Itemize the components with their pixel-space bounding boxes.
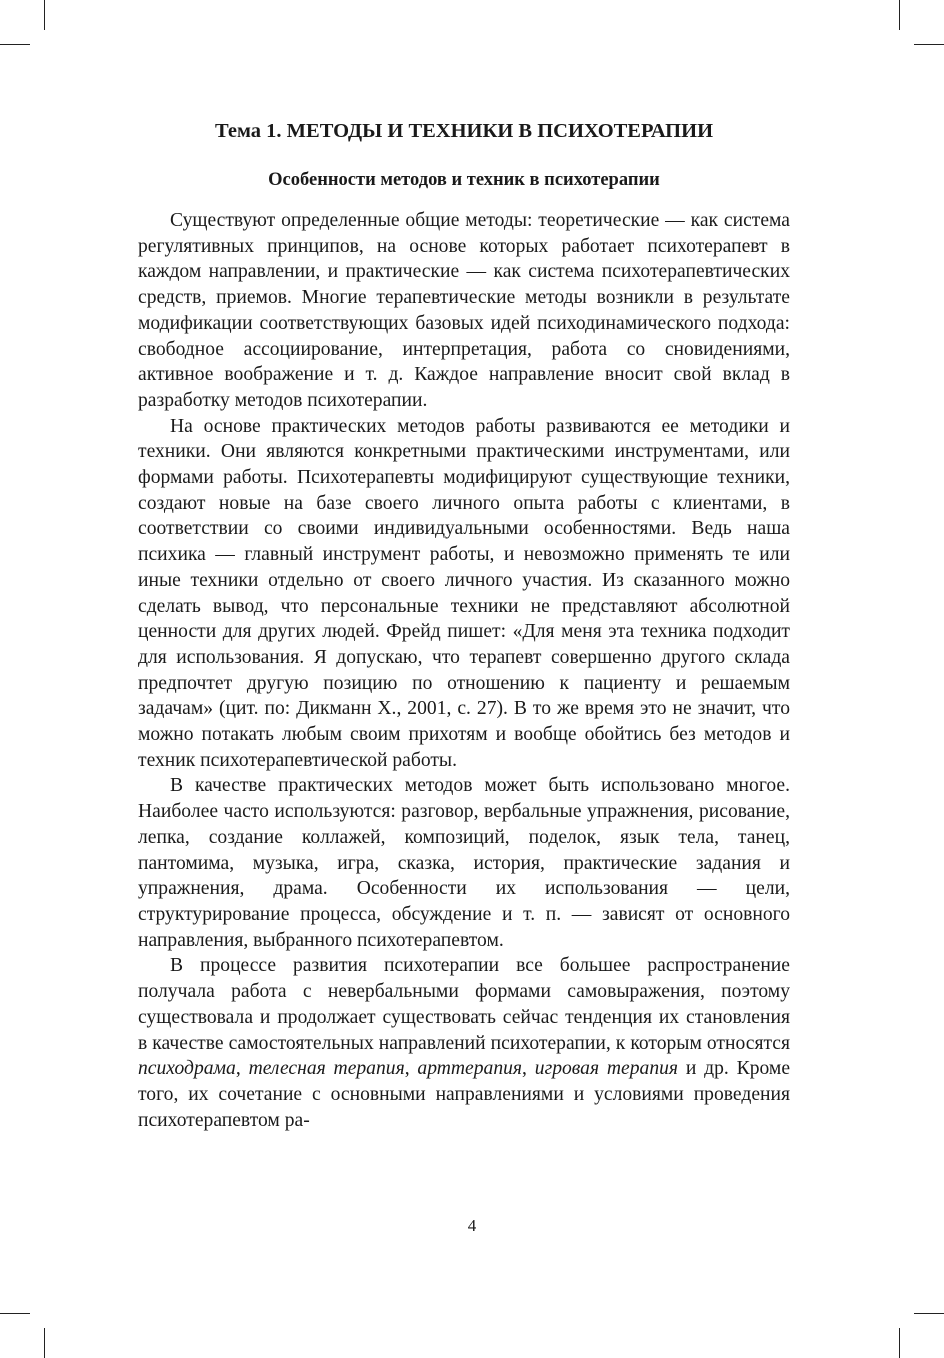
paragraph-4-separator: , <box>235 1058 249 1080</box>
crop-mark-top-left-vertical <box>44 0 45 30</box>
chapter-title: Тема 1. МЕТОДЫ И ТЕХНИКИ В ПСИХОТЕРАПИИ <box>214 120 714 142</box>
crop-mark-top-right-horizontal <box>914 44 944 45</box>
paragraph-4-text-after: и др. Кроме того, их сочетание с основными направлениями и условиями проведения психотерапевтом ра- <box>138 1058 791 1131</box>
section-title: Особенности методов и техник в психотерапии <box>268 170 660 190</box>
paragraph-4-separator: , <box>522 1058 535 1080</box>
paragraph-4-term-psychodrama: психодрама <box>138 1058 236 1080</box>
paragraph-1: Существуют определенные общие методы: теоретические — как система регулятивных принципов, на основе которых работает психотерапевт в каждом направлении, и практические — как система психотерапевтических средств, приемов. Многие терапевтические методы возникли в результате модификации соответствующих базовых идей психодинамического подхода: свободное ассоциирование, интерпретация, работа со сновидениями, активное воображение и т. д. Каждое направление вносит свой вклад в разработку методов психотерапии. <box>138 210 790 411</box>
crop-mark-top-right-vertical <box>899 0 900 30</box>
crop-mark-top-left-horizontal <box>0 44 30 45</box>
crop-mark-bottom-right-horizontal <box>914 1313 944 1314</box>
paragraph-4 <box>138 953 790 1133</box>
paragraph-4-separator: , <box>404 1058 418 1080</box>
paragraph-4-term-play-therapy: игровая терапия <box>534 1058 679 1080</box>
paragraph-3: В качестве практических методов может быть использовано многое. Наиболее часто используются: разговор, вербальные упражнения, рисование, лепка, создание коллажей, композиций, поделок, язык тела, танец, пантомима, музыка, игра, сказка, история, практические задания и упражнения, драма. Особенности их использования — цели, структурирование процесса, обсуждение и т. п. — зависят от основного направления, выбранного психотерапевтом. <box>138 775 790 951</box>
paragraph-4-text-before: В процессе развития психотерапии все большее распространение получала работа с невербальными формами самовыражения, поэтому существовала и продолжает существовать сейчас тенденция их становления в качестве самостоятельных направлений психотерапии, к которым относятся <box>138 955 790 1054</box>
page-number: 4 <box>467 1216 477 1235</box>
paragraph-4-term-body-therapy: телесная терапия <box>248 1058 405 1080</box>
document-page <box>138 108 790 1133</box>
body-text <box>138 208 790 1133</box>
crop-mark-bottom-left-horizontal <box>0 1313 30 1314</box>
crop-mark-bottom-left-vertical <box>44 1328 45 1358</box>
paragraph-4-term-art-therapy: арттерапия <box>417 1058 523 1080</box>
paragraph-2: На основе практических методов работы развиваются ее методики и техники. Они являются конкретными практическими инструментами, или формами работы. Психотерапевты модифицируют существующие техники, создают новые на базе своего личного опыта работы с клиентами, в соответствии со своими индивидуальными особенностями. Ведь наша психика — главный инструмент работы, и невозможно применять те или иные техники отдельно от своего личного участия. Из сказанного можно сделать вывод, что персональные техники не представляют абсолютной ценности для других людей. Фрейд пишет: «Для меня эта техника подходит для использования. Я допускаю, что терапевт совершенно другого склада предпочтет другую позицию по отношению к пациенту и решаемым задачам» (цит. по: Дикманн Х., 2001, с. 27). В то же время это не значит, что можно потакать любым своим прихотям и вообще обойтись без методов и техник психотерапевтической работы. <box>138 415 790 771</box>
crop-mark-bottom-right-vertical <box>899 1328 900 1358</box>
